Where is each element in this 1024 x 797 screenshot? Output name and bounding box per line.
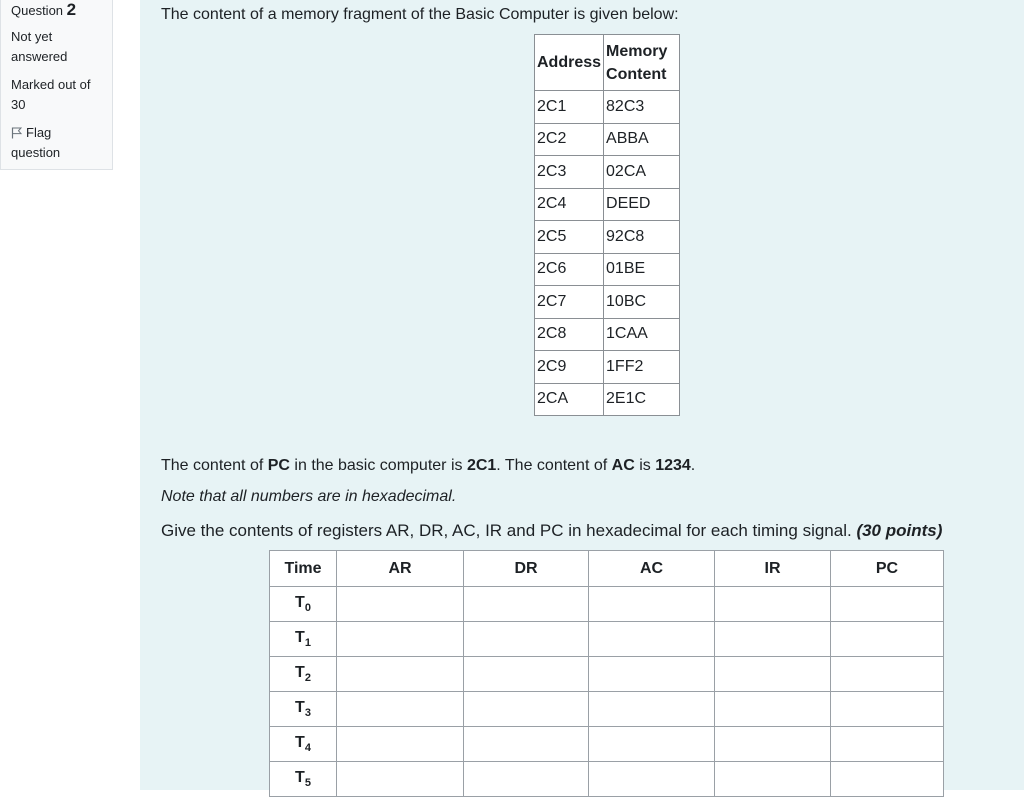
address-cell: 2C5 — [535, 221, 604, 254]
header-dr: DR — [464, 551, 589, 587]
content-cell: 1FF2 — [604, 351, 680, 384]
grade-line-1: Marked out of — [11, 77, 91, 92]
question-grade — [11, 75, 104, 115]
task-instruction: Give the contents of registers AR, DR, AC, IR and PC in hexadecimal for each timing signal. — [161, 521, 857, 540]
header-time: Time — [270, 551, 337, 587]
ir-answer-cell[interactable] — [715, 762, 831, 797]
table-row — [535, 156, 680, 189]
address-cell: 2C3 — [535, 156, 604, 189]
timing-prefix: T — [295, 768, 305, 786]
pc-label: PC — [267, 457, 290, 474]
content-cell: 2E1C — [604, 383, 680, 416]
ac-answer-cell[interactable] — [589, 692, 715, 727]
grade-line-2: 30 — [11, 97, 26, 112]
table-row — [270, 657, 944, 692]
timing-subscript: 5 — [304, 777, 311, 790]
flag-label-1[interactable]: Flag — [26, 125, 52, 140]
timing-label-t0 — [270, 587, 337, 622]
pc-text-3: . The content of — [496, 457, 612, 474]
ir-answer-cell[interactable] — [715, 587, 831, 622]
content-cell: 82C3 — [604, 91, 680, 124]
timing-label-t1 — [270, 622, 337, 657]
task-points: (30 points) — [856, 521, 943, 540]
state-line-2: answered — [11, 49, 68, 64]
timing-subscript: 1 — [304, 637, 311, 650]
content-cell: 92C8 — [604, 221, 680, 254]
state-line-1: Not yet — [11, 29, 53, 44]
ac-answer-cell[interactable] — [589, 762, 715, 797]
question-info-panel — [0, 0, 113, 170]
question-content — [140, 0, 1024, 790]
intro-text: The content of a memory fragment of the Basic Computer is given below: — [161, 6, 679, 23]
flag-question-link[interactable] — [11, 123, 104, 163]
header-ar: AR — [337, 551, 464, 587]
table-row — [535, 286, 680, 319]
address-cell: 2C2 — [535, 123, 604, 156]
table-row — [535, 123, 680, 156]
pc-answer-cell[interactable] — [831, 622, 944, 657]
timing-answer-table — [269, 550, 944, 797]
content-cell: 02CA — [604, 156, 680, 189]
pc-value: 2C1 — [466, 457, 497, 474]
table-row — [270, 587, 944, 622]
table-row — [535, 253, 680, 286]
content-cell: DEED — [604, 188, 680, 221]
timing-prefix: T — [295, 593, 305, 611]
memory-table — [534, 34, 680, 416]
pc-answer-cell[interactable] — [831, 727, 944, 762]
flag-label-2[interactable]: question — [11, 145, 61, 160]
memory-header-address: Address — [535, 35, 604, 91]
content-cell: 01BE — [604, 253, 680, 286]
dr-answer-cell[interactable] — [464, 587, 589, 622]
address-cell: 2C8 — [535, 318, 604, 351]
table-row — [270, 622, 944, 657]
dr-answer-cell[interactable] — [464, 762, 589, 797]
ac-value: 1234 — [655, 457, 691, 474]
dr-answer-cell[interactable] — [464, 692, 589, 727]
timing-label-t2 — [270, 657, 337, 692]
ir-answer-cell[interactable] — [715, 657, 831, 692]
ir-answer-cell[interactable] — [715, 727, 831, 762]
task-text — [161, 521, 942, 541]
pc-text-2: in the basic computer is — [289, 457, 467, 474]
pc-text-5: . — [690, 457, 696, 474]
pc-text-1: The content of — [161, 457, 268, 474]
header-memory-word: Memory — [606, 42, 668, 60]
address-cell: 2C6 — [535, 253, 604, 286]
ar-answer-cell[interactable] — [337, 762, 464, 797]
ar-answer-cell[interactable] — [337, 622, 464, 657]
question-label: Question — [11, 3, 64, 18]
ac-answer-cell[interactable] — [589, 657, 715, 692]
header-content-word: Content — [606, 65, 667, 83]
content-cell: 10BC — [604, 286, 680, 319]
ar-answer-cell[interactable] — [337, 587, 464, 622]
timing-subscript: 2 — [304, 672, 311, 685]
address-cell: 2C7 — [535, 286, 604, 319]
timing-subscript: 3 — [304, 707, 311, 720]
table-row — [270, 762, 944, 797]
timing-prefix: T — [295, 663, 305, 681]
ir-answer-cell[interactable] — [715, 692, 831, 727]
ar-answer-cell[interactable] — [337, 727, 464, 762]
ir-answer-cell[interactable] — [715, 622, 831, 657]
hex-note: Note that all numbers are in hexadecimal. — [161, 488, 457, 505]
table-row — [270, 727, 944, 762]
address-cell: 2CA — [535, 383, 604, 416]
ac-answer-cell[interactable] — [589, 587, 715, 622]
address-cell: 2C1 — [535, 91, 604, 124]
ac-answer-cell[interactable] — [589, 622, 715, 657]
question-number — [11, 0, 104, 21]
timing-label-t3 — [270, 692, 337, 727]
header-ac: AC — [589, 551, 715, 587]
table-row — [535, 318, 680, 351]
question-state — [11, 27, 104, 67]
table-row — [535, 91, 680, 124]
content-cell: ABBA — [604, 123, 680, 156]
ar-answer-cell[interactable] — [337, 692, 464, 727]
timing-label-t5 — [270, 762, 337, 797]
question-number-value: 2 — [66, 0, 77, 19]
pc-ac-statement — [161, 457, 695, 475]
ar-answer-cell[interactable] — [337, 657, 464, 692]
ac-answer-cell[interactable] — [589, 727, 715, 762]
ac-label: AC — [611, 457, 635, 474]
timing-prefix: T — [295, 628, 305, 646]
pc-answer-cell[interactable] — [831, 657, 944, 692]
flag-icon — [11, 127, 23, 139]
pc-answer-cell[interactable] — [831, 587, 944, 622]
pc-text-4: is — [634, 457, 656, 474]
address-cell: 2C9 — [535, 351, 604, 384]
pc-answer-cell[interactable] — [831, 692, 944, 727]
dr-answer-cell[interactable] — [464, 622, 589, 657]
timing-subscript: 0 — [304, 602, 311, 615]
table-row — [535, 383, 680, 416]
header-ir: IR — [715, 551, 831, 587]
table-row — [270, 692, 944, 727]
table-row — [535, 188, 680, 221]
content-cell: 1CAA — [604, 318, 680, 351]
pc-answer-cell[interactable] — [831, 762, 944, 797]
timing-subscript: 4 — [304, 742, 311, 755]
table-row — [535, 221, 680, 254]
header-pc: PC — [831, 551, 944, 587]
dr-answer-cell[interactable] — [464, 657, 589, 692]
timing-prefix: T — [295, 698, 305, 716]
dr-answer-cell[interactable] — [464, 727, 589, 762]
table-row — [535, 351, 680, 384]
address-cell: 2C4 — [535, 188, 604, 221]
timing-label-t4 — [270, 727, 337, 762]
memory-header-content — [604, 35, 680, 91]
timing-prefix: T — [295, 733, 305, 751]
